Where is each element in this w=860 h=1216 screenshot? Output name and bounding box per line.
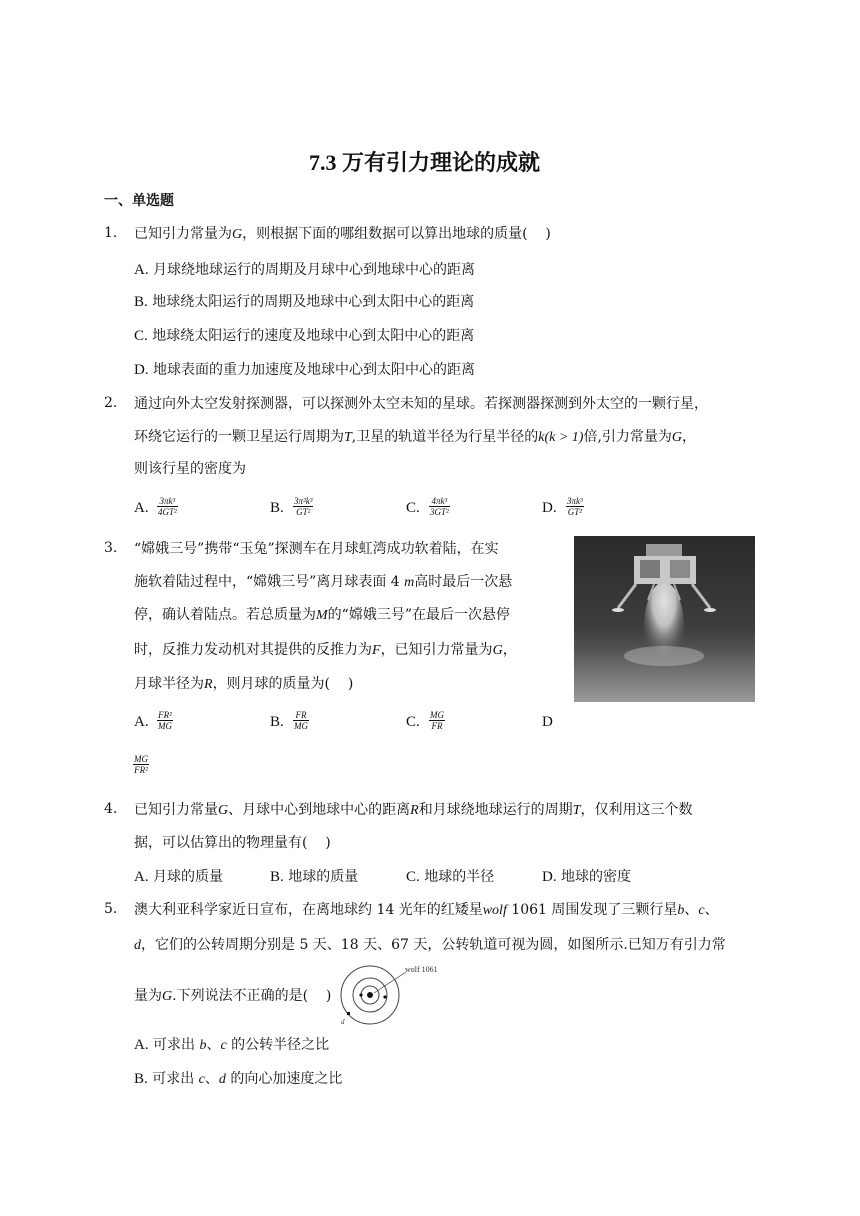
variable-t: T bbox=[572, 803, 581, 818]
variable-r: R bbox=[410, 803, 419, 818]
fraction-answer-c: $\frac{\text{4πk³}}{\text{3GT²}}$ bbox=[430, 496, 449, 517]
variable-c: c bbox=[698, 903, 705, 918]
fraction-answer-a: $\frac{\text{3πk³}}{\text{4GT²}}$ bbox=[158, 496, 177, 517]
question-stem-line: “嫦娥三号”携带“玉兔”探测车在月球虹湾成功软着陆，在实 bbox=[134, 541, 499, 557]
variable-m: M bbox=[316, 608, 328, 623]
question-stem-line: 则该行星的密度为 bbox=[134, 461, 246, 477]
orbit-diagram bbox=[336, 960, 446, 1032]
question-stem-line: 停，确认着陆点。若总质量为M的“嫦娥三号”在最后一次悬停 bbox=[134, 607, 510, 623]
question-number: 2. bbox=[104, 395, 118, 411]
question-stem: 已知引力常量为G，则根据下面的哪组数据可以算出地球的质量( ) bbox=[134, 226, 551, 242]
option-d[interactable]: D. bbox=[542, 500, 557, 516]
option-d[interactable]: D. 地球表面的重力加速度及地球中心到太阳中心的距离 bbox=[134, 362, 476, 378]
question-number: 3. bbox=[104, 540, 118, 556]
question-number: 4. bbox=[104, 801, 118, 817]
question-stem-line: d，它们的公转周期分别是 5 天、18 天、67 天，公转轨道可视为圆，如图所示.已知万有引力常 bbox=[134, 937, 726, 953]
question-stem-line: 月球半径为R，则月球的质量为( ) bbox=[134, 676, 354, 692]
star-dot bbox=[367, 992, 373, 998]
unit-m: m bbox=[404, 575, 415, 590]
option-c[interactable]: C. 地球绕太阳运行的速度及地球中心到太阳中心的距离 bbox=[134, 328, 475, 344]
option-b[interactable]: B. 可求出 c、d 的向心加速度之比 bbox=[134, 1071, 343, 1087]
option-c[interactable]: C. bbox=[406, 714, 420, 730]
fraction-answer-d: $\frac{MG}{\text{FR²}}$ bbox=[134, 754, 148, 775]
option-b[interactable]: B. bbox=[270, 500, 284, 516]
option-b[interactable]: B. 地球绕太阳运行的周期及地球中心到太阳中心的距离 bbox=[134, 294, 475, 310]
fraction-answer-b: $\frac{\text{3π²k³}}{\text{GT²}}$ bbox=[294, 496, 313, 517]
variable-g: G bbox=[162, 989, 173, 1004]
question-stem-line: 通过向外太空发射探测器，可以探测外太空未知的星球。若探测器探测到外太空的一颗行星， bbox=[134, 396, 708, 412]
question-stem-line: 量为G.下列说法不正确的是( ) bbox=[134, 988, 332, 1004]
fraction-answer-b: $\frac{FR}{MG}$ bbox=[294, 710, 308, 731]
question-stem-line: 施软着陆过程中，“嫦娥三号”离月球表面 4 m高时最后一次悬 bbox=[134, 574, 513, 590]
section-heading: 一、单选题 bbox=[104, 193, 174, 209]
page-title: 7.3 万有引力理论的成就 bbox=[309, 150, 541, 175]
variable-b: b bbox=[677, 903, 685, 918]
option-c[interactable]: C. 地球的半径 bbox=[406, 869, 495, 885]
fraction-answer-a: $\frac{\text{FR²}}{MG}$ bbox=[158, 710, 172, 731]
option-c[interactable]: C. bbox=[406, 500, 420, 516]
lander-photo bbox=[574, 536, 755, 702]
question-stem-line: 时，反推力发动机对其提供的反推力为F，已知引力常量为G， bbox=[134, 642, 517, 658]
variable-t: T bbox=[344, 430, 352, 445]
planet-b bbox=[359, 993, 362, 996]
option-d[interactable]: D bbox=[542, 714, 553, 730]
question-number: 1. bbox=[104, 225, 118, 241]
variable-d: d bbox=[134, 938, 141, 953]
label-leader bbox=[374, 972, 406, 993]
variable-r: R bbox=[204, 677, 213, 692]
variable-f: F bbox=[372, 643, 381, 658]
variable-g: G bbox=[218, 803, 229, 818]
option-a[interactable]: A. 月球的质量 bbox=[134, 869, 224, 885]
question-stem-line: 澳大利亚科学家近日宣布，在离地球约 14 光年的红矮星wolf 1061 周围发现了三颗行星b、c、 bbox=[134, 902, 719, 918]
planet-c bbox=[383, 995, 386, 998]
option-b[interactable]: B. bbox=[270, 714, 284, 730]
variable-g: G bbox=[232, 227, 243, 242]
option-d[interactable]: D. 地球的密度 bbox=[542, 869, 632, 885]
figure-label: wolf 1061 bbox=[405, 965, 438, 974]
figure-d-label: d bbox=[341, 1018, 345, 1026]
lander-illustration bbox=[574, 536, 755, 702]
question-number: 5. bbox=[104, 901, 118, 917]
option-a[interactable]: A. 月球绕地球运行的周期及月球中心到地球中心的距离 bbox=[134, 262, 476, 278]
option-a[interactable]: A. bbox=[134, 500, 149, 516]
option-a[interactable]: A. 可求出 b、c 的公转半径之比 bbox=[134, 1037, 330, 1053]
question-stem-line: 已知引力常量G、月球中心到地球中心的距离R和月球绕地球运行的周期T，仅利用这三个数 bbox=[134, 802, 693, 818]
star-name: wolf bbox=[482, 903, 507, 918]
option-b[interactable]: B. 地球的质量 bbox=[270, 869, 359, 885]
variable-g: G bbox=[492, 643, 503, 658]
variable-g: G bbox=[671, 430, 683, 445]
planet-d bbox=[347, 1012, 350, 1015]
option-a[interactable]: A. bbox=[134, 714, 149, 730]
fraction-answer-c: $\frac{MG}{FR}$ bbox=[430, 710, 444, 731]
k-expression: k(k > 1) bbox=[538, 430, 584, 445]
fraction-answer-d: $\frac{\text{3πk³}}{\text{GT²}}$ bbox=[567, 496, 583, 517]
question-stem-line: 环绕它运行的一颗卫星运行周期为T,卫星的轨道半径为行星半径的k(k > 1)倍,引力常量为G， bbox=[134, 429, 697, 445]
question-stem-line: 据，可以估算出的物理量有( ) bbox=[134, 835, 331, 851]
